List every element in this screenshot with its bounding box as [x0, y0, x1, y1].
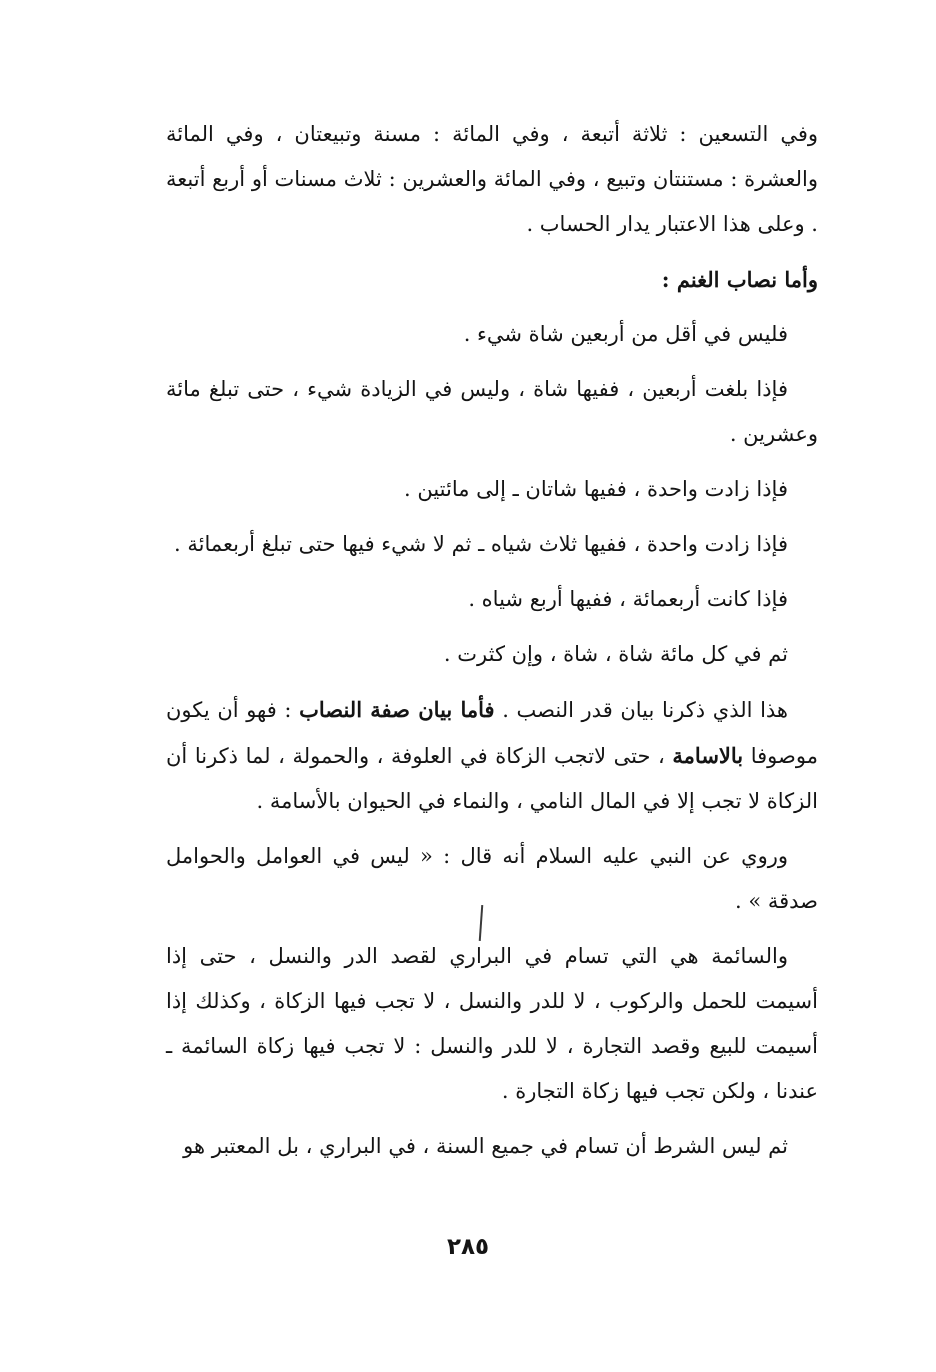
- paragraph-cattle-continued: وفي التسعين : ثلاثة أتبعة ، وفي المائة : مسنة وتبيعتان ، وفي المائة والعشرة : مستنتان وتبيع ، وفي المائة والعشرين : ثلاث مسنات أو أربع أتبعة . وعلى هذا الاعتبار يدار الحساب .: [166, 122, 818, 236]
- paragraph-grazing-condition: ثم ليس الشرط أن تسام في جميع السنة ، في البراري ، بل المعتبر هو: [183, 1134, 788, 1158]
- nisab-description-bold: فأما بيان صفة النصاب: [299, 697, 495, 722]
- paragraph-forty: فإذا بلغت أربعين ، ففيها شاة ، وليس في الزيادة شيء ، حتى تبلغ مائة وعشرين .: [166, 377, 818, 446]
- page-number: ٢٨٥: [446, 1234, 490, 1260]
- body-text: [166, 112, 818, 1179]
- paragraph-nisab-description: [166, 687, 818, 824]
- paragraph-two-hundred-one: فإذا زادت واحدة ، ففيها ثلاث شياه ـ ثم لا شيء فيها حتى تبلغ أربعمائة .: [174, 532, 788, 556]
- nisab-condition-text: : فهو أن يكون موصوفا: [166, 698, 818, 768]
- paragraph-one-twenty-one: فإذا زادت واحدة ، ففيها شاتان ـ إلى مائتين .: [403, 477, 788, 501]
- paragraph-every-hundred: ثم في كل مائة شاة ، شاة ، وإن كثرت .: [443, 642, 788, 666]
- nisab-explanation-text: ، حتى لاتجب الزكاة في العلوفة ، والحمولة ، لما ذكرنا أن الزكاة لا تجب إلا في المال النامي ، والنماء في الحيوان بالأسامة .: [166, 744, 818, 813]
- paragraph-below-forty: فليس في أقل من أربعين شاة شيء .: [463, 322, 788, 346]
- paragraph-grazing-definition: والسائمة هي التي تسام في البراري لقصد الدر والنسل ، حتى إذا أسيمت للحمل والركوب ، لا للدر والنسل ، لا تجب فيها الزكاة ، وكذلك إذا أسيمت للبيع وقصد التجارة ، لا للدر والنسل : لا تجب فيها زكاة السائمة ـ عندنا ، ولكن تجب فيها زكاة التجارة .: [166, 944, 818, 1103]
- nisab-intro-text: هذا الذي ذكرنا بيان قدر النصب .: [502, 698, 789, 722]
- grazing-term-bold: بالاسامة: [672, 743, 744, 768]
- paragraph-hadith: وروي عن النبي عليه السلام أنه قال : « ليس في العوامل والحوامل صدقة » .: [166, 844, 818, 913]
- section-heading-sheep-nisab: وأما نصاب الغنم :: [661, 267, 818, 292]
- paragraph-four-hundred: فإذا كانت أربعمائة ، ففيها أربع شياه .: [468, 587, 788, 611]
